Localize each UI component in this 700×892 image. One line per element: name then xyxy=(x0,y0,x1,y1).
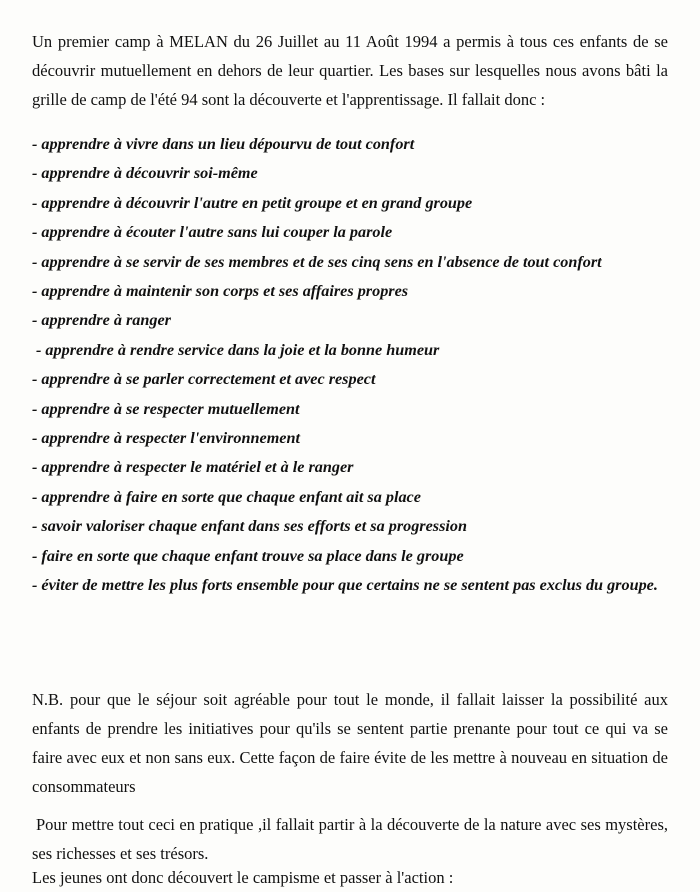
goal-item: - faire en sorte que chaque enfant trouve sa place dans le groupe xyxy=(32,546,464,565)
goal-item: - apprendre à ranger xyxy=(32,311,171,330)
goal-item: - apprendre à se servir de ses membres et de ses cinq sens en l'absence de tout confort xyxy=(32,252,602,271)
goal-item: - apprendre à rendre service dans la joie et la bonne humeur xyxy=(36,340,440,359)
goal-item: - apprendre à respecter le matériel et à le ranger xyxy=(32,458,354,477)
goal-item: - apprendre à faire en sorte que chaque enfant ait sa place xyxy=(32,487,421,506)
youth-paragraph: Les jeunes ont donc découvert le campisme et passer à l'action : xyxy=(32,867,454,887)
goal-item: - apprendre à maintenir son corps et ses affaires propres xyxy=(32,282,409,301)
intro-paragraph: Un premier camp à MELAN du 26 Juillet au 11 Août 1994 a permis à tous ces enfants de se découvrir mutuellement en dehors de leur quartier. Les bases sur lesquelles nous avons bâti la grille de camp de l'été 94 sont la découverte et l'apprentissage. Il fallait donc : xyxy=(32,31,668,109)
nb-paragraph: N.B. pour que le séjour soit agréable pour tout le monde, il fallait laisser la possibilité aux enfants de prendre les initiatives pour qu'ils se sentent partie prenante pour tout ce qui va se faire avec eux et non sans eux. Cette façon de faire évite de les mettre à nouveau en situation de consommateurs xyxy=(32,689,668,796)
goal-item: - apprendre à découvrir soi-même xyxy=(32,164,258,183)
goal-item: - éviter de mettre les plus forts ensemble pour que certains ne se sentent pas exclus du groupe. xyxy=(32,576,658,595)
practice-paragraph: Pour mettre tout ceci en pratique ,il fallait partir à la découverte de la nature avec ses mystères, ses richesses et ses trésors. xyxy=(32,814,668,863)
goal-item: - apprendre à vivre dans un lieu dépourvu de tout confort xyxy=(32,135,415,153)
goal-item: - apprendre à découvrir l'autre en petit groupe et en grand groupe xyxy=(32,193,473,212)
goal-item: - apprendre à se parler correctement et avec respect xyxy=(32,370,376,389)
goals-list xyxy=(32,130,672,601)
goal-item: - apprendre à écouter l'autre sans lui couper la parole xyxy=(32,223,393,242)
goal-item: - savoir valoriser chaque enfant dans ses efforts et sa progression xyxy=(32,517,467,536)
goal-item: - apprendre à se respecter mutuellement xyxy=(32,399,300,418)
goal-item: - apprendre à respecter l'environnement xyxy=(32,429,300,448)
